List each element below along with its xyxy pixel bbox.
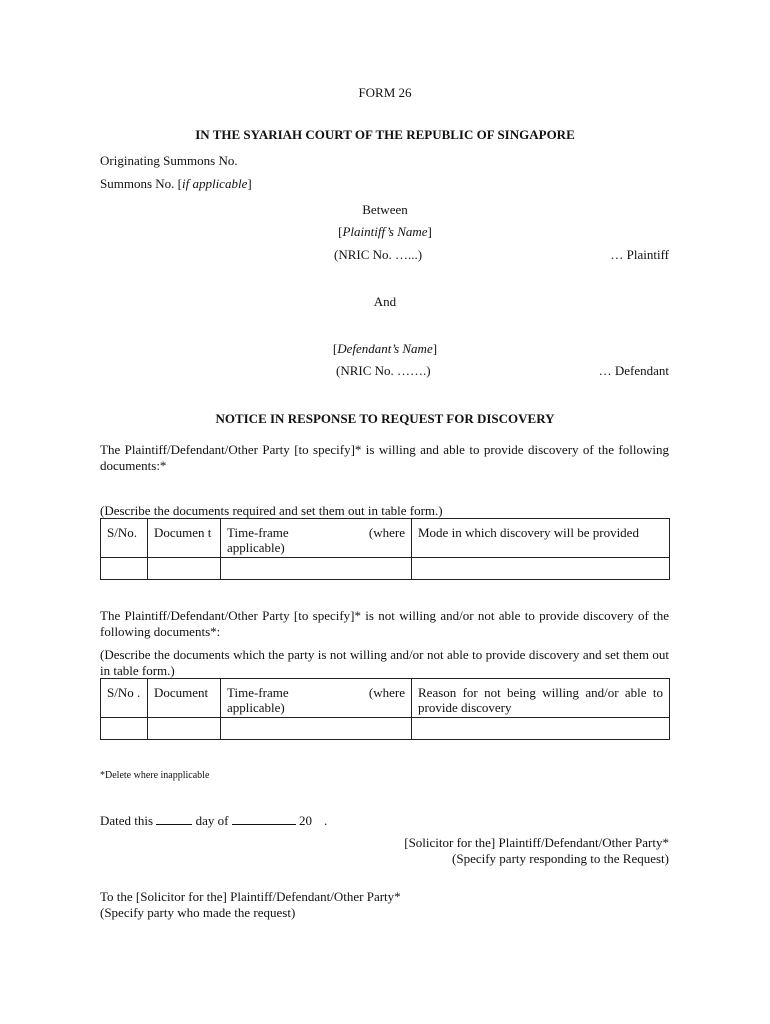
defendant-nric: (NRIC No. …….) bbox=[336, 363, 431, 378]
dated-period: . bbox=[323, 813, 328, 828]
table-cell[interactable] bbox=[221, 718, 412, 740]
table-row bbox=[101, 558, 670, 580]
defendant-name-text: Defendant’s Name bbox=[337, 341, 433, 356]
month-blank[interactable] bbox=[232, 813, 296, 825]
timeframe-applicable: applicable) bbox=[227, 700, 285, 715]
dated-year: 20 bbox=[298, 813, 312, 828]
form-number: FORM 26 bbox=[358, 85, 412, 100]
summons-prefix: Summons No. [ bbox=[100, 176, 182, 191]
summons-italic: if applicable bbox=[181, 176, 248, 191]
table-header-sno: S/No. bbox=[101, 519, 148, 558]
timeframe-label: Time-frame bbox=[227, 525, 289, 540]
table-cell[interactable] bbox=[221, 558, 412, 580]
timeframe-where: (where bbox=[368, 685, 405, 700]
table-cell[interactable] bbox=[412, 718, 670, 740]
table-cell[interactable] bbox=[101, 558, 148, 580]
table-header-document: Document bbox=[148, 679, 221, 718]
delete-note: *Delete where inapplicable bbox=[100, 770, 210, 781]
timeframe-applicable: applicable) bbox=[227, 540, 285, 555]
court-title: IN THE SYARIAH COURT OF THE REPUBLIC OF SINGAPORE bbox=[195, 127, 575, 142]
plaintiff-name: [Plaintiff’s Name] bbox=[338, 224, 432, 239]
plaintiff-name-text: Plaintiff’s Name bbox=[342, 224, 428, 239]
not-willing-documents-table bbox=[100, 678, 670, 740]
table-cell[interactable] bbox=[148, 718, 221, 740]
not-willing-instruction: (Describe the documents which the party is not willing and/or not able to provide discovery and set them out in table form.) bbox=[100, 647, 669, 678]
defendant-role: … Defendant bbox=[598, 363, 669, 378]
table-header-document: Documen t bbox=[148, 519, 221, 558]
dated-day-of: day of bbox=[195, 813, 229, 828]
willing-instruction: (Describe the documents required and set them out in table form.) bbox=[100, 503, 443, 518]
summons-suffix: ] bbox=[247, 176, 252, 191]
day-blank[interactable] bbox=[156, 813, 192, 825]
notice-title: NOTICE IN RESPONSE TO REQUEST FOR DISCOVERY bbox=[215, 411, 555, 426]
plaintiff-nric: (NRIC No. …...) bbox=[334, 247, 423, 262]
signatory-line-2: (Specify party responding to the Request) bbox=[452, 851, 669, 866]
table-cell[interactable] bbox=[412, 558, 670, 580]
and-label: And bbox=[373, 294, 397, 309]
defendant-name: [Defendant’s Name] bbox=[332, 341, 438, 356]
willing-documents-table bbox=[100, 518, 670, 580]
table-header-timeframe bbox=[221, 519, 412, 558]
originating-summons-label: Originating Summons No. bbox=[100, 153, 238, 168]
dated-this: Dated this bbox=[100, 813, 154, 828]
table-header-sno: S/No . bbox=[101, 679, 148, 718]
signatory-line-1: [Solicitor for the] Plaintiff/Defendant/Other Party* bbox=[404, 835, 669, 850]
plaintiff-role: … Plaintiff bbox=[610, 247, 669, 262]
table-cell[interactable] bbox=[148, 558, 221, 580]
willing-paragraph: The Plaintiff/Defendant/Other Party [to specify]* is willing and able to provide discovery of the following documents:* bbox=[100, 442, 669, 473]
table-header-row bbox=[101, 679, 670, 718]
table-header-timeframe bbox=[221, 679, 412, 718]
table-header-row bbox=[101, 519, 670, 558]
table-cell[interactable] bbox=[101, 718, 148, 740]
table-row bbox=[101, 718, 670, 740]
timeframe-label: Time-frame bbox=[227, 685, 289, 700]
to-line-1: To the [Solicitor for the] Plaintiff/Defendant/Other Party* bbox=[100, 889, 401, 904]
table-header-reason: Reason for not being willing and/or able to provide discovery bbox=[412, 679, 670, 718]
between-label: Between bbox=[362, 202, 408, 217]
dated-line bbox=[100, 813, 327, 829]
not-willing-paragraph: The Plaintiff/Defendant/Other Party [to specify]* is not willing and/or not able to provide discovery of the following documents*: bbox=[100, 608, 669, 639]
to-line-2: (Specify party who made the request) bbox=[100, 905, 296, 920]
timeframe-where: (where bbox=[368, 525, 405, 540]
table-header-mode: Mode in which discovery will be provided bbox=[412, 519, 670, 558]
summons-label bbox=[100, 176, 252, 192]
